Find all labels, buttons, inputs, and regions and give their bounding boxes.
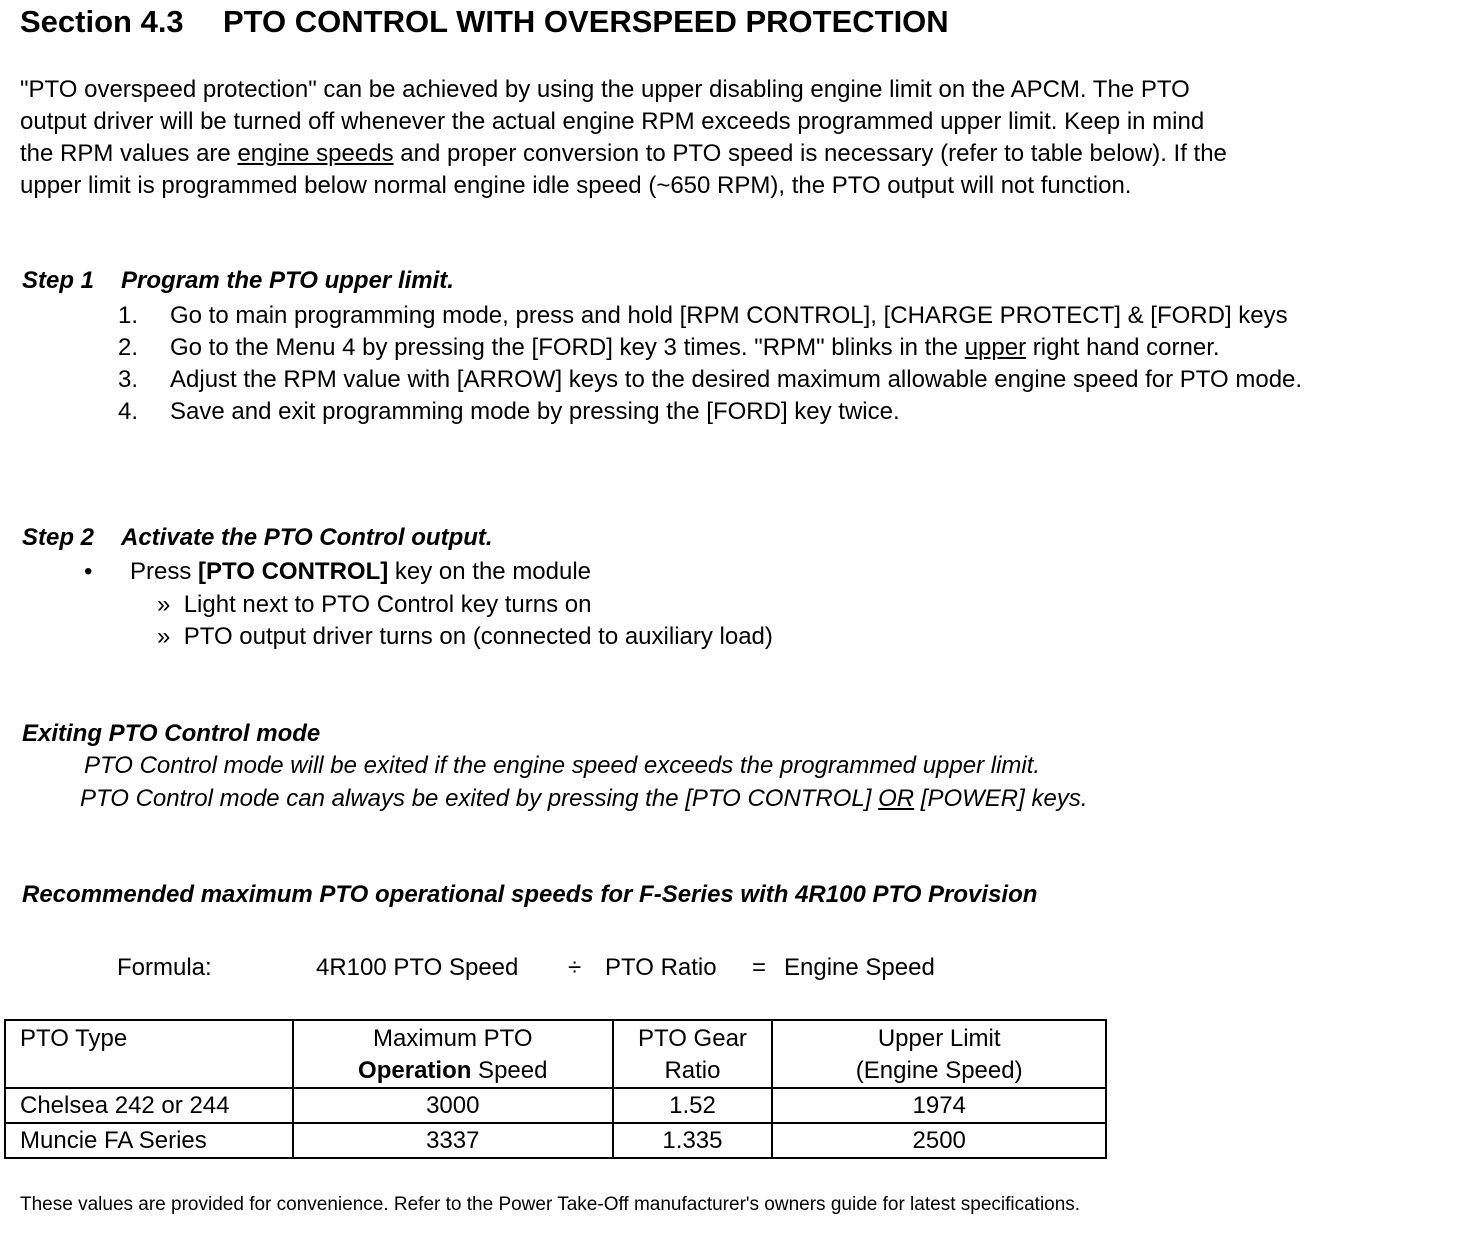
cell-gear-ratio: 1.335: [613, 1123, 773, 1158]
cell-pto-type: Muncie FA Series: [5, 1123, 293, 1158]
exiting-text: [POWER] keys.: [914, 785, 1088, 812]
intro-text: the RPM values are: [20, 140, 238, 167]
sub-bullet: [157, 623, 773, 651]
exiting-line: PTO Control mode will be exited if the engine speed exceeds the programmed upper limit.: [84, 752, 1041, 779]
footer-note: These values are provided for convenience. Refer to the Power Take-Off manufacturer's owners guide for latest specifications.: [20, 1194, 1081, 1215]
underlined-upper: upper: [964, 334, 1027, 361]
list-text: right hand corner.: [1026, 334, 1220, 361]
exiting-heading: Exiting PTO Control mode: [22, 720, 321, 747]
step1-label: Step 1: [22, 267, 95, 294]
section-title: [20, 4, 949, 40]
header-text: Speed: [471, 1057, 548, 1084]
bullet-text: Press: [130, 558, 199, 585]
list-item: [118, 396, 1443, 428]
formula-result: Engine Speed: [784, 954, 935, 981]
cell-pto-type: Chelsea 242 or 244: [5, 1088, 293, 1123]
header-text: Maximum PTO: [372, 1025, 533, 1052]
formula-label: Formula:: [117, 954, 212, 981]
formula-term: PTO Ratio: [605, 954, 717, 981]
cell-gear-ratio: 1.52: [613, 1088, 773, 1123]
header-text: Upper Limit: [877, 1025, 1001, 1052]
list-text: Go to main programming mode, press and hold [RPM CONTROL], [CHARGE PROTECT] & [FORD] keys: [170, 302, 1288, 329]
header-text: (Engine Speed): [855, 1057, 1023, 1084]
step1-heading: [22, 267, 454, 295]
step2-label: Step 2: [22, 524, 95, 551]
formula-term: 4R100 PTO Speed: [316, 954, 519, 981]
list-number: 1.: [118, 302, 139, 329]
underlined-engine-speeds: engine speeds: [237, 140, 394, 167]
list-text: Save and exit programming mode by pressing the [FORD] key twice.: [170, 398, 900, 425]
exiting-line: [80, 785, 1087, 813]
sub-bullet-icon: »: [157, 623, 171, 650]
bullet-icon: •: [84, 558, 93, 585]
header-text-bold: Operation: [358, 1057, 472, 1084]
list-number: 3.: [118, 366, 139, 393]
list-text: Go to the Menu 4 by pressing the [FORD] key 3 times. "RPM" blinks in the: [170, 334, 965, 361]
section-heading: PTO CONTROL WITH OVERSPEED PROTECTION: [223, 4, 949, 39]
bullet-text: key on the module: [388, 558, 592, 585]
bullet-key-name: [PTO CONTROL]: [198, 558, 389, 585]
underlined-or: OR: [878, 785, 915, 812]
sub-bullet-icon: »: [157, 591, 171, 618]
cell-max-speed: 3000: [293, 1088, 613, 1123]
header-text: Ratio: [664, 1057, 721, 1084]
list-number: 2.: [118, 334, 139, 361]
list-item: [118, 300, 1443, 332]
sub-bullet-text: Light next to PTO Control key turns on: [183, 591, 592, 618]
intro-line: "PTO overspeed protection" can be achieved by using the upper disabling engine limit on the APCM. The PTO: [20, 76, 1190, 103]
step2-title: Activate the PTO Control output.: [121, 524, 493, 551]
step1-title: Program the PTO upper limit.: [121, 267, 454, 294]
table-row: [5, 1088, 1106, 1123]
exiting-text: PTO Control mode can always be exited by pressing the [PTO CONTROL]: [80, 785, 879, 812]
sub-bullet: [157, 591, 591, 619]
list-number: 4.: [118, 398, 139, 425]
header-max-speed: [293, 1020, 613, 1088]
intro-line: upper limit is programmed below normal engine idle speed (~650 RPM), the PTO output will not function.: [20, 172, 1132, 199]
step2-heading: [22, 524, 493, 552]
list-item: [118, 332, 1443, 364]
header-gear-ratio: [613, 1020, 773, 1088]
header-text: PTO Gear: [637, 1025, 747, 1052]
intro-line: [20, 138, 1440, 170]
step2-bullet: [84, 558, 591, 586]
list-item: [118, 364, 1443, 396]
table-row: [5, 1123, 1106, 1158]
formula-equals: =: [752, 954, 767, 981]
cell-upper-limit: 1974: [772, 1088, 1106, 1123]
table-header-row: [5, 1020, 1106, 1088]
intro-paragraph: [20, 74, 1440, 202]
header-upper-limit: [772, 1020, 1106, 1088]
cell-upper-limit: 2500: [772, 1123, 1106, 1158]
section-number: Section 4.3: [20, 4, 184, 39]
pto-speed-table: [4, 1019, 1107, 1159]
intro-text: and proper conversion to PTO speed is necessary (refer to table below). If the: [393, 140, 1227, 167]
formula-divide-icon: ÷: [568, 954, 582, 981]
intro-line: output driver will be turned off whenever the actual engine RPM exceeds programmed upper limit. Keep in mind: [20, 108, 1205, 135]
recommended-heading: Recommended maximum PTO operational speeds for F-Series with 4R100 PTO Provision: [22, 881, 1038, 908]
cell-max-speed: 3337: [293, 1123, 613, 1158]
header-pto-type: PTO Type: [5, 1020, 293, 1088]
step1-list: [118, 300, 1443, 428]
list-text: Adjust the RPM value with [ARROW] keys to the desired maximum allowable engine speed for PTO mode.: [170, 366, 1303, 393]
sub-bullet-text: PTO output driver turns on (connected to auxiliary load): [183, 623, 773, 650]
